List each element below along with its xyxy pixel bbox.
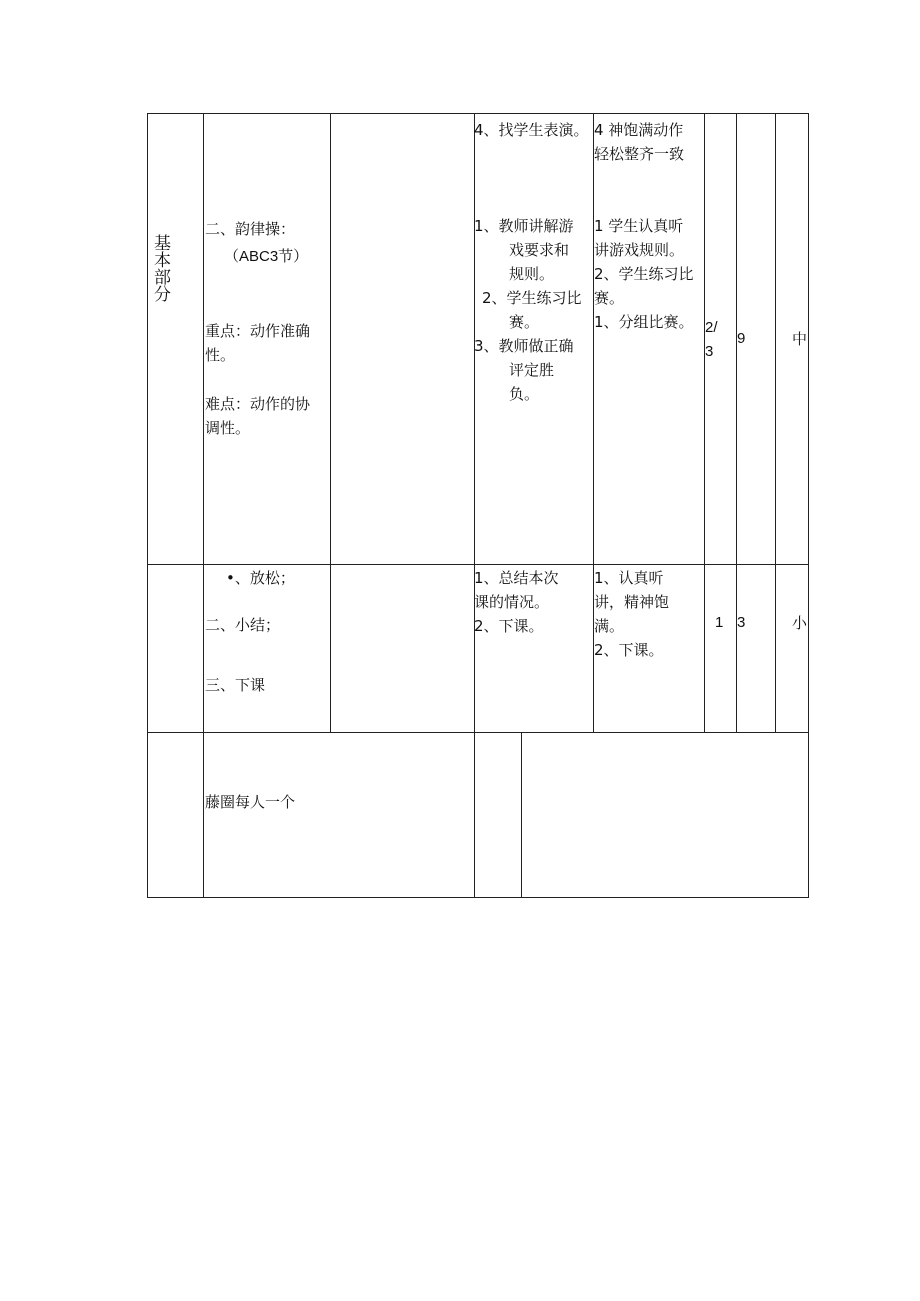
ending-content-3: 三、下课 xyxy=(205,676,266,694)
key-point-line-2: 性。 xyxy=(205,346,236,364)
ending-student-4: 2、下课。 xyxy=(594,641,664,659)
duration-ending: 3 xyxy=(737,614,746,631)
content-title: 二、韵律操： xyxy=(205,220,296,238)
teacher-item-2-l1: 2、学生练习比 xyxy=(482,289,582,307)
col-divider-bottom xyxy=(521,732,522,898)
ending-teacher-2: 课的情况。 xyxy=(474,593,550,611)
student-item-2-l1: 2、学生练习比 xyxy=(594,265,694,283)
row-divider-1 xyxy=(147,564,809,565)
ending-student-1: 1、认真听 xyxy=(594,569,664,587)
teacher-item-3-l2: 评定胜 xyxy=(509,361,555,379)
student-item-2-l2: 赛。 xyxy=(594,289,625,307)
student-item-1-l2: 讲游戏规则。 xyxy=(594,241,685,259)
duration-basic: 9 xyxy=(737,330,746,347)
table-border-top xyxy=(147,113,809,114)
col-divider-content xyxy=(330,113,331,733)
times-basic-line-2: 3 xyxy=(705,343,714,360)
ending-student-3: 满。 xyxy=(594,617,625,635)
teacher-item-1-l2: 戏要求和 xyxy=(509,241,570,259)
student-item-1-l1: 1 学生认真听 xyxy=(594,217,684,235)
ending-teacher-3: 2、下课。 xyxy=(474,617,544,635)
student-item-3: 1、分组比赛。 xyxy=(594,313,694,331)
key-point-line-1: 重点：动作准确 xyxy=(205,322,311,340)
teacher-item-1-l3: 规则。 xyxy=(509,265,555,283)
ending-student-2: 讲，精神饱 xyxy=(594,593,670,611)
times-ending: 1 xyxy=(715,614,724,631)
difficulty-line-1: 难点：动作的协 xyxy=(205,395,311,413)
table-border-bottom xyxy=(147,897,809,898)
table-border-right xyxy=(808,113,809,898)
teacher-item-4: 4、找学生表演。 xyxy=(474,121,589,139)
teacher-item-2-l2: 赛。 xyxy=(509,313,540,331)
col-divider-label xyxy=(203,113,204,898)
ending-student-list xyxy=(594,566,669,662)
student-item-4-line-2: 轻松整齐一致 xyxy=(594,145,685,163)
intensity-ending: 小 xyxy=(792,614,808,632)
col-divider-times xyxy=(704,113,705,733)
table-border-left xyxy=(147,113,148,898)
section-label-basic: 基本部分 xyxy=(150,234,170,302)
content-subtitle: （ABC3节） xyxy=(224,248,309,265)
student-activity-list xyxy=(594,214,694,334)
col-divider-intensity xyxy=(775,113,776,733)
teacher-item-1-l1: 1、教师讲解游 xyxy=(474,217,574,235)
row-divider-2 xyxy=(147,732,809,733)
ending-teacher-list xyxy=(474,566,559,638)
lesson-plan-table xyxy=(147,113,809,898)
teacher-item-3-l3: 负。 xyxy=(509,385,540,403)
teacher-item-3-l1: 3、教师做正确 xyxy=(474,337,574,355)
teacher-method-list xyxy=(474,214,582,406)
ending-content-1: •、放松； xyxy=(226,569,295,587)
equipment-text: 藤圈每人一个 xyxy=(205,793,296,811)
ending-teacher-1: 1、总结本次 xyxy=(474,569,559,587)
col-divider-duration xyxy=(736,113,737,733)
times-basic-line-1: 2/ xyxy=(705,319,718,336)
student-item-4-line-1: 4 神饱满动作 xyxy=(594,121,684,139)
intensity-basic: 中 xyxy=(792,330,808,348)
difficulty-line-2: 调性。 xyxy=(205,419,251,437)
ending-content-2: 二、小结； xyxy=(205,616,281,634)
